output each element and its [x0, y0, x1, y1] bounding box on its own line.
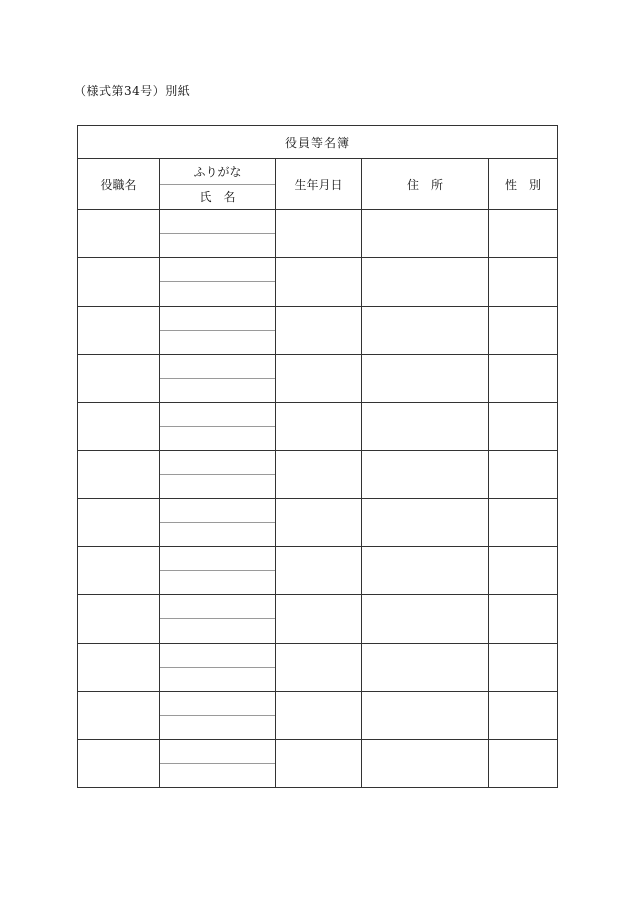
table-title-row: [78, 126, 558, 159]
officer-roster-table: [77, 125, 558, 788]
address-cell[interactable]: [362, 354, 489, 402]
table-row: [78, 499, 558, 547]
position-cell[interactable]: [78, 547, 160, 595]
gender-cell[interactable]: [489, 450, 558, 498]
birthdate-cell[interactable]: [276, 306, 362, 354]
name-cell[interactable]: [160, 210, 276, 258]
position-cell[interactable]: [78, 739, 160, 787]
name-field[interactable]: [160, 475, 275, 498]
furigana-field[interactable]: [160, 595, 275, 619]
name-field[interactable]: [160, 764, 275, 787]
birthdate-cell[interactable]: [276, 354, 362, 402]
gender-cell[interactable]: [489, 547, 558, 595]
furigana-field[interactable]: [160, 740, 275, 764]
birthdate-cell[interactable]: [276, 258, 362, 306]
header-position: 役職名: [78, 159, 160, 210]
name-cell[interactable]: [160, 643, 276, 691]
position-cell[interactable]: [78, 306, 160, 354]
furigana-field[interactable]: [160, 644, 275, 668]
address-cell[interactable]: [362, 643, 489, 691]
name-field[interactable]: [160, 571, 275, 594]
position-cell[interactable]: [78, 643, 160, 691]
gender-cell[interactable]: [489, 210, 558, 258]
header-gender: 性 別: [489, 159, 558, 210]
name-cell[interactable]: [160, 499, 276, 547]
table-row: [78, 354, 558, 402]
gender-cell[interactable]: [489, 739, 558, 787]
address-cell[interactable]: [362, 547, 489, 595]
name-cell[interactable]: [160, 402, 276, 450]
table-row: [78, 643, 558, 691]
header-name-cell: [160, 159, 276, 210]
table-row: [78, 210, 558, 258]
furigana-field[interactable]: [160, 692, 275, 716]
birthdate-cell[interactable]: [276, 739, 362, 787]
furigana-field[interactable]: [160, 547, 275, 571]
address-cell[interactable]: [362, 258, 489, 306]
gender-cell[interactable]: [489, 354, 558, 402]
gender-cell[interactable]: [489, 595, 558, 643]
name-cell[interactable]: [160, 450, 276, 498]
name-field[interactable]: [160, 523, 275, 546]
name-field[interactable]: [160, 282, 275, 305]
name-field[interactable]: [160, 331, 275, 354]
table-row: [78, 595, 558, 643]
position-cell[interactable]: [78, 210, 160, 258]
header-birthdate: 生年月日: [276, 159, 362, 210]
table-row: [78, 306, 558, 354]
birthdate-cell[interactable]: [276, 691, 362, 739]
birthdate-cell[interactable]: [276, 643, 362, 691]
gender-cell[interactable]: [489, 499, 558, 547]
name-cell[interactable]: [160, 354, 276, 402]
address-cell[interactable]: [362, 450, 489, 498]
furigana-field[interactable]: [160, 355, 275, 379]
position-cell[interactable]: [78, 354, 160, 402]
header-name: 氏 名: [199, 190, 236, 205]
position-cell[interactable]: [78, 258, 160, 306]
name-field[interactable]: [160, 668, 275, 691]
table-row: [78, 258, 558, 306]
birthdate-cell[interactable]: [276, 402, 362, 450]
gender-cell[interactable]: [489, 258, 558, 306]
furigana-field[interactable]: [160, 210, 275, 234]
position-cell[interactable]: [78, 691, 160, 739]
address-cell[interactable]: [362, 402, 489, 450]
furigana-field[interactable]: [160, 307, 275, 331]
form-number-label: （様式第34号）別紙: [74, 84, 191, 98]
address-cell[interactable]: [362, 595, 489, 643]
header-row: [78, 159, 558, 210]
furigana-field[interactable]: [160, 403, 275, 427]
table-row: [78, 450, 558, 498]
header-furigana: ふりがな: [160, 159, 275, 185]
name-field[interactable]: [160, 234, 275, 257]
position-cell[interactable]: [78, 595, 160, 643]
address-cell[interactable]: [362, 306, 489, 354]
birthdate-cell[interactable]: [276, 547, 362, 595]
address-cell[interactable]: [362, 499, 489, 547]
name-cell[interactable]: [160, 691, 276, 739]
name-cell[interactable]: [160, 595, 276, 643]
name-cell[interactable]: [160, 739, 276, 787]
birthdate-cell[interactable]: [276, 595, 362, 643]
address-cell[interactable]: [362, 691, 489, 739]
name-field[interactable]: [160, 619, 275, 642]
birthdate-cell[interactable]: [276, 210, 362, 258]
gender-cell[interactable]: [489, 691, 558, 739]
table-row: [78, 547, 558, 595]
birthdate-cell[interactable]: [276, 499, 362, 547]
furigana-field[interactable]: [160, 451, 275, 475]
name-field[interactable]: [160, 716, 275, 739]
birthdate-cell[interactable]: [276, 450, 362, 498]
name-field[interactable]: [160, 427, 275, 450]
furigana-field[interactable]: [160, 258, 275, 282]
name-field[interactable]: [160, 379, 275, 402]
gender-cell[interactable]: [489, 306, 558, 354]
gender-cell[interactable]: [489, 402, 558, 450]
gender-cell[interactable]: [489, 643, 558, 691]
header-address: 住 所: [362, 159, 489, 210]
address-cell[interactable]: [362, 210, 489, 258]
position-cell[interactable]: [78, 450, 160, 498]
address-cell[interactable]: [362, 739, 489, 787]
table-row: [78, 402, 558, 450]
name-cell[interactable]: [160, 258, 276, 306]
name-cell[interactable]: [160, 306, 276, 354]
position-cell[interactable]: [78, 499, 160, 547]
position-cell[interactable]: [78, 402, 160, 450]
table-row: [78, 739, 558, 787]
table-title: 役員等名簿: [78, 126, 558, 159]
furigana-field[interactable]: [160, 499, 275, 523]
table-row: [78, 691, 558, 739]
name-cell[interactable]: [160, 547, 276, 595]
